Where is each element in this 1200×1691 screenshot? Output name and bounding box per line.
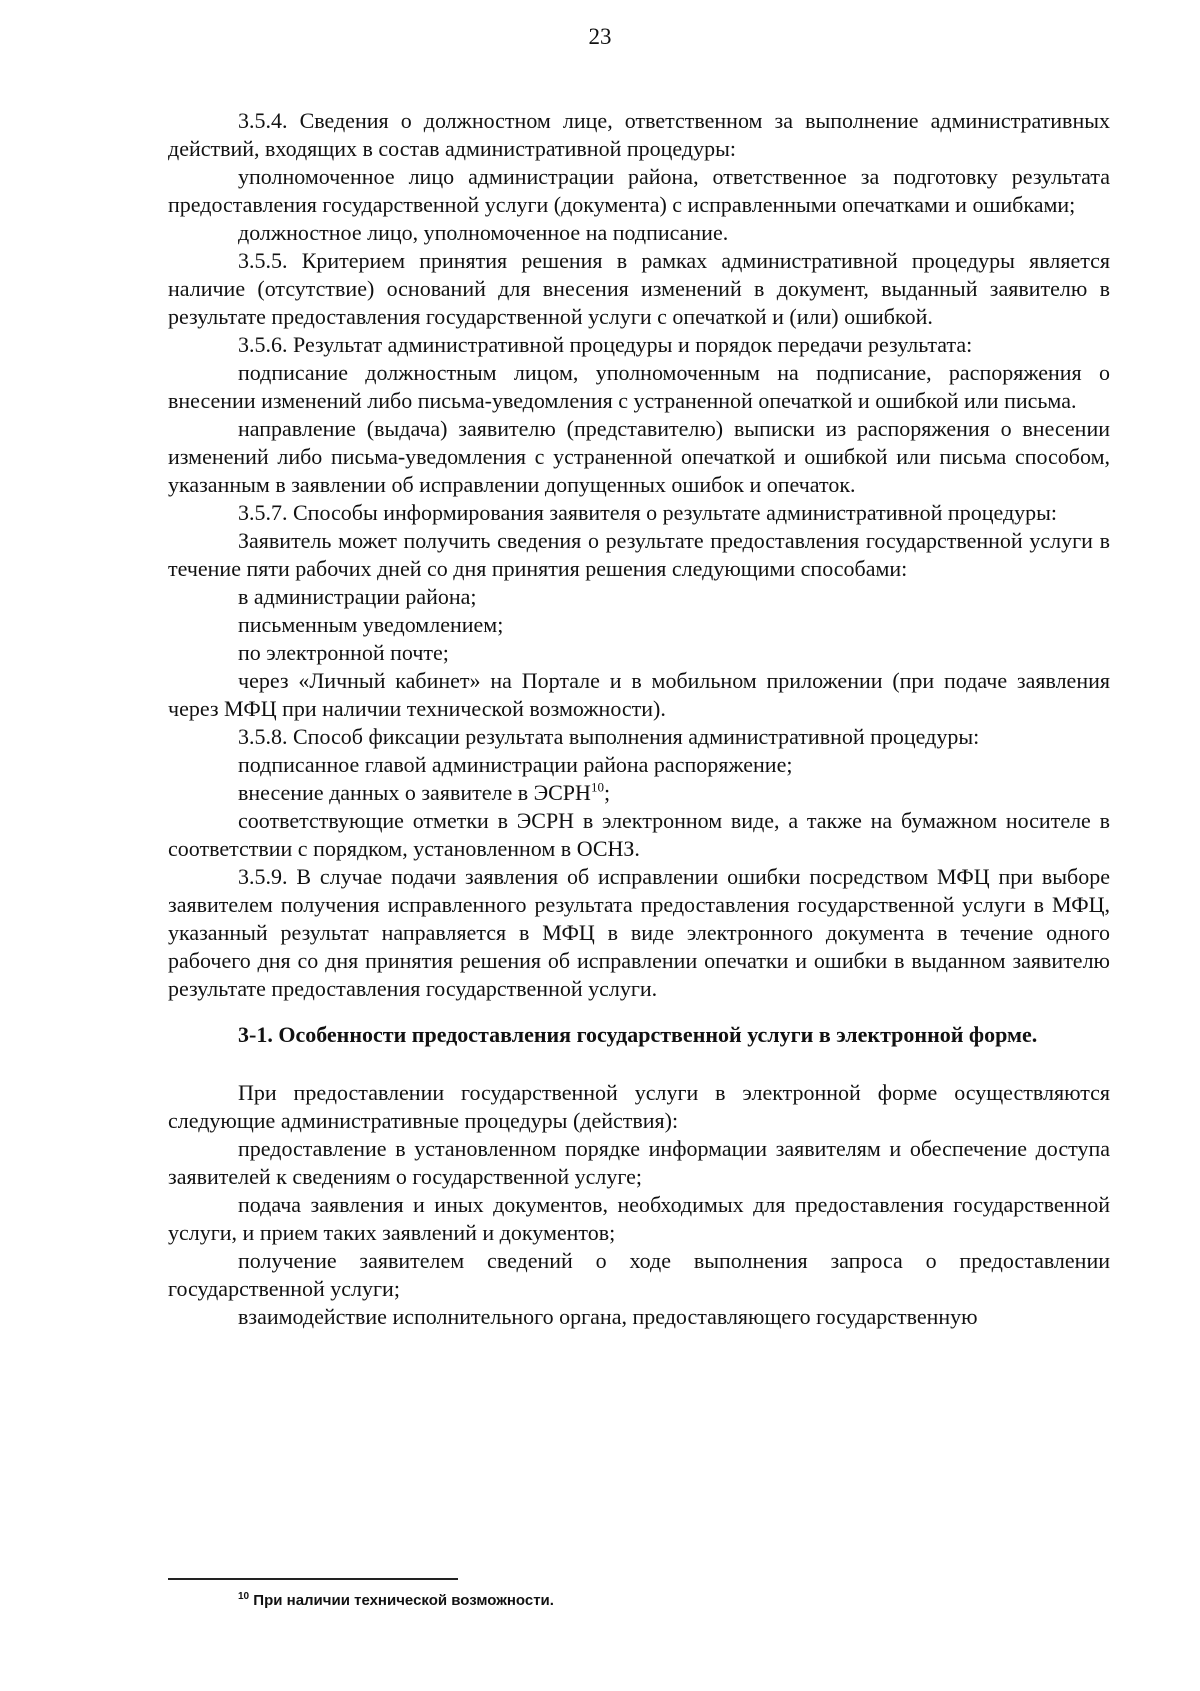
spacer — [168, 1049, 1110, 1079]
esrn-line-tail: ; — [603, 780, 611, 805]
paragraph-3-5-5: 3.5.5. Критерием принятия решения в рамках административной процедуры является наличие (отсутствие) оснований для внесения изменений в документ, выданный заявителю в результате предоставления государственной услуги с опечаткой и (или) ошибкой. — [168, 248, 1110, 329]
paragraph-3-5-4: 3.5.4. Сведения о должностном лице, ответственном за выполнение административных действий, входящих в состав административной процедуры: — [168, 108, 1110, 161]
document-body — [168, 107, 1110, 1331]
section-heading: 3-1. Особенности предоставления государственной услуги в электронной форме. — [238, 1022, 1038, 1047]
paragraph: подписание должностным лицом, уполномоченным на подписание, распоряжения о внесении изменений либо письма-уведомления с устраненной опечаткой и ошибкой или письма. — [168, 360, 1110, 413]
list-item: получение заявителем сведений о ходе выполнения запроса о предоставлении государственной услуги; — [168, 1248, 1110, 1301]
esrn-line-text: внесение данных о заявителе в ЭСРН — [238, 780, 591, 805]
footnote — [238, 1590, 1098, 1612]
paragraph: должностное лицо, уполномоченное на подписание. — [238, 220, 729, 245]
footnote-reference: 10 — [590, 779, 604, 795]
list-item: взаимодействие исполнительного органа, предоставляющего государственную — [238, 1304, 978, 1329]
footnote-text: При наличии технической возможности. — [253, 1592, 554, 1609]
list-item: по электронной почте; — [238, 640, 449, 665]
paragraph-3-5-9: 3.5.9. В случае подачи заявления об исправлении ошибки посредством МФЦ при выборе заявителем получения исправленного результата предоставления государственной услуги в МФЦ, указанный результат направляется в МФЦ в виде электронного документа в течение одного рабочего дня со дня принятия решения об исправлении опечатки и ошибки в выданном заявителю результате предоставления государственной услуги. — [168, 864, 1110, 1001]
list-item: предоставление в установленном порядке информации заявителям и обеспечение доступа заявителей к сведениям о государственной услуге; — [168, 1136, 1110, 1189]
list-item: подписанное главой администрации района распоряжение; — [238, 752, 793, 777]
list-item: письменным уведомлением; — [238, 612, 504, 637]
paragraph: направление (выдача) заявителю (представителю) выписки из распоряжения о внесении изменений либо письма-уведомления с устраненной опечаткой и ошибкой или письма способом, указанным в заявлении об исправлении допущенных ошибок и опечаток. — [168, 416, 1110, 497]
footnote-mark: 10 — [238, 1591, 250, 1602]
list-item: подача заявления и иных документов, необходимых для предоставления государственной услуги, и прием таких заявлений и документов; — [168, 1192, 1110, 1245]
footnote-divider — [168, 1578, 458, 1580]
paragraph: Заявитель может получить сведения о результате предоставления государственной услуги в течение пяти рабочих дней со дня принятия решения следующими способами: — [168, 528, 1110, 581]
list-item: через «Личный кабинет» на Портале и в мобильном приложении (при подаче заявления через МФЦ при наличии технической возможности). — [168, 668, 1110, 721]
paragraph-3-5-8: 3.5.8. Способ фиксации результата выполнения административной процедуры: — [238, 724, 980, 749]
list-item: в администрации района; — [238, 584, 477, 609]
paragraph: соответствующие отметки в ЭСРН в электронном виде, а также на бумажном носителе в соответствии с порядком, установленном в ОСНЗ. — [168, 808, 1110, 861]
paragraph-3-5-7: 3.5.7. Способы информирования заявителя о результате административной процедуры: — [238, 500, 1058, 525]
esrn-line — [168, 779, 1110, 807]
page-number: 23 — [588, 24, 612, 49]
paragraph: При предоставлении государственной услуги в электронной форме осуществляются следующие административные процедуры (действия): — [168, 1080, 1110, 1133]
paragraph-3-5-6: 3.5.6. Результат административной процедуры и порядок передачи результата: — [238, 332, 973, 357]
paragraph: уполномоченное лицо администрации района, ответственное за подготовку результата предоставления государственной услуги (документа) с исправленными опечатками и ошибками; — [168, 164, 1110, 217]
